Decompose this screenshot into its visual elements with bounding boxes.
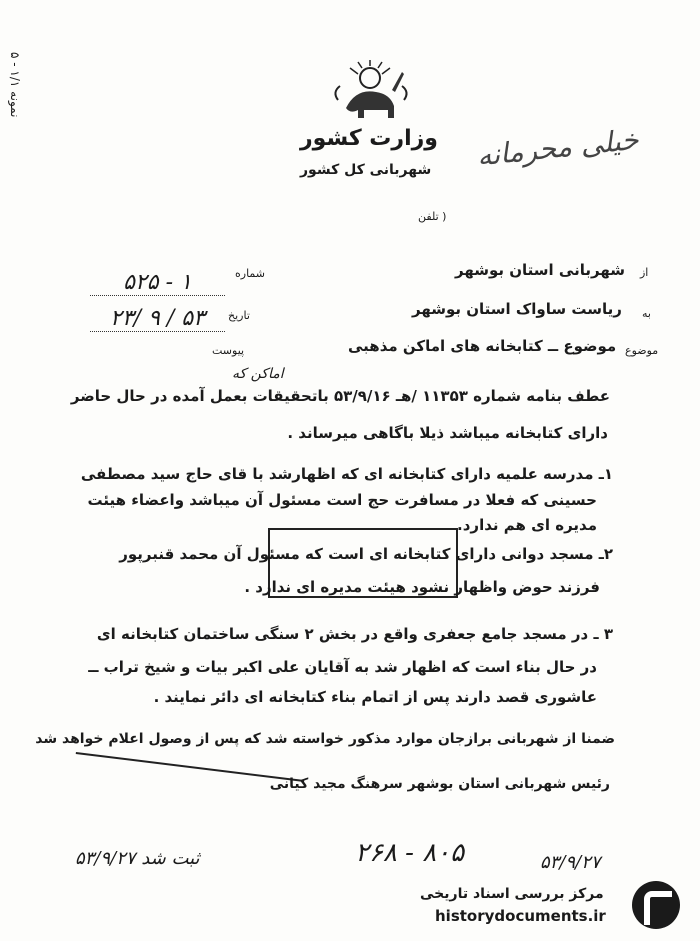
handwritten-insert: اماکن که bbox=[232, 366, 284, 382]
confidential-stamp-text: خیلی محرمانه bbox=[475, 122, 641, 173]
to-label: به bbox=[642, 307, 651, 320]
ministry-title: وزارت کشور bbox=[300, 126, 438, 151]
phone-label: ( تلفن bbox=[418, 210, 447, 223]
number-label: شماره bbox=[235, 267, 266, 280]
bottom-right-date: ۵۳/۹/۲۷ bbox=[540, 852, 601, 873]
department-title: شهربانی کل کشور bbox=[300, 162, 432, 178]
number-value: ۵۲۵ - ۱ bbox=[90, 270, 225, 296]
item-1-line-1: ۱ـ مدرسه علمیه دارای کتابخانه ای که اظهارشد با قای حاج سید مصطفی bbox=[80, 465, 613, 483]
subject-label: موضوع bbox=[625, 344, 659, 357]
date-value: ۲۳/ ۹ / ۵۳ bbox=[90, 306, 225, 332]
from-label: از bbox=[640, 266, 649, 279]
subject-value: موضوع ــ کتابخانه های اماکن مذهبی bbox=[348, 337, 617, 355]
lion-and-sun-emblem-icon bbox=[328, 60, 418, 130]
item-1-line-2: حسینی که فعلا در مسافرت حج است مسئول آن میباشد واعضاء هیئت bbox=[87, 491, 597, 509]
signature-line: رئیس شهربانی استان بوشهر سرهنگ مجید کیانی bbox=[269, 776, 610, 792]
item-3-line-2: در حال بناء است که اظهار شد به آقایان علی اکبر بیات و شیخ تراب ــ bbox=[88, 658, 597, 676]
from-value: شهربانی استان بوشهر bbox=[455, 261, 625, 279]
item-2-line-1: ۲ـ مسجد دوانی دارای کتابخانه ای است که مسئول آن محمد قنبرپور bbox=[119, 545, 613, 563]
bottom-left-registration: ثبت شد ۵۳/۹/۲۷ bbox=[75, 848, 200, 869]
attachment-label: پیوست bbox=[212, 344, 245, 357]
archive-center-name: مرکز بررسی اسناد تاریخی bbox=[420, 886, 604, 902]
item-1-line-3: مدیره ای هم ندارد. bbox=[457, 516, 597, 534]
item-3-line-3: عاشوری قصد دارند پس از اتمام بناء کتابخانه ای دائر نمایند . bbox=[153, 688, 597, 706]
form-number: نمونه ۱/۱ - ۵ bbox=[8, 52, 22, 118]
closing-line: ضمنا از شهربانی برازجان موارد مذکور خواسته شد که پس از وصول اعلام خواهد شد bbox=[35, 731, 615, 747]
bottom-handwritten-number: ۲۶۸ - ۸۰۵ bbox=[355, 838, 465, 868]
body-line-1: عطف بنامه شماره ۱۱۳۵۳ /هـ ۵۳/۹/۱۶ باتحقیقات بعمل آمده در حال حاضر bbox=[70, 387, 610, 405]
item-3-line-1: ۳ ـ در مسجد جامع جعفری واقع در بخش ۲ سنگی ساختمان کتابخانه ای bbox=[96, 625, 613, 643]
item-2-line-2: فرزند حوض واظهار نشود هیئت مدیره ای ندارد . bbox=[244, 578, 600, 596]
to-value: ریاست ساواک استان بوشهر bbox=[412, 300, 622, 318]
body-line-2: دارای کتابخانه میباشد ذیلا باگاهی میرساند . bbox=[287, 424, 608, 442]
date-label: تاریخ bbox=[228, 309, 250, 322]
archive-logo-icon bbox=[632, 881, 680, 929]
archive-website: historydocuments.ir bbox=[435, 907, 606, 925]
